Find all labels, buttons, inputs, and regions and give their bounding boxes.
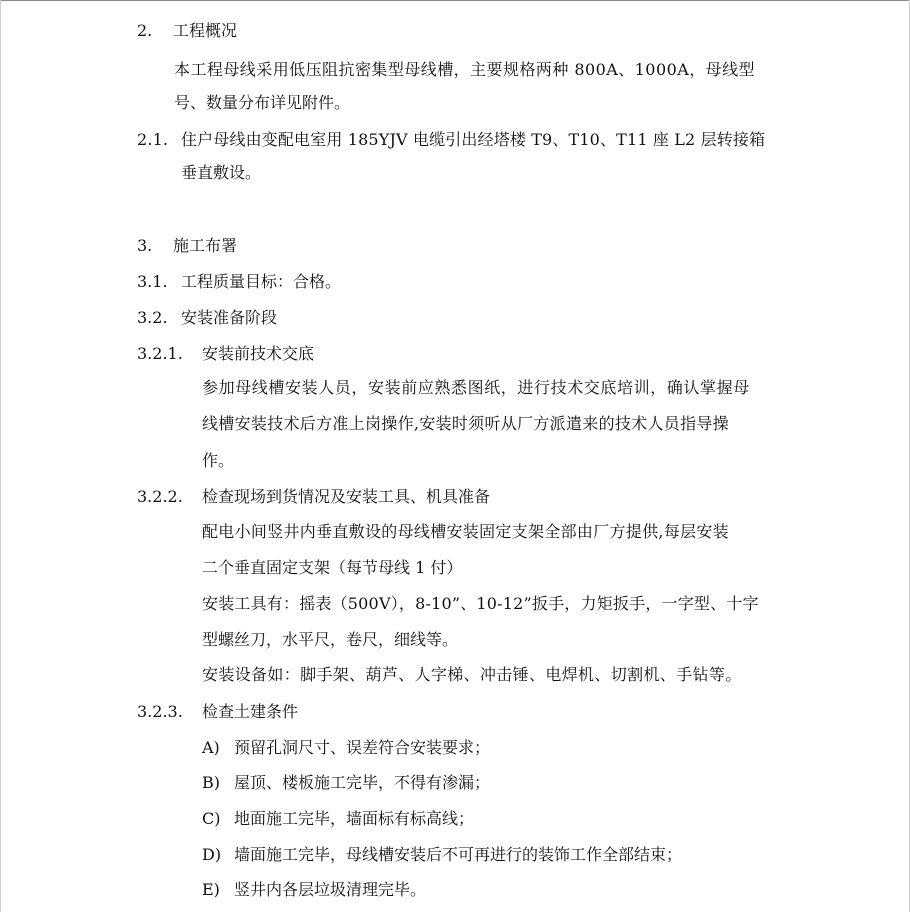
- section-number: 3.2.3.: [137, 702, 183, 721]
- section-title: 安装前技术交底: [202, 344, 315, 363]
- section-3-2-3-heading: [137, 702, 298, 722]
- list-item-label: E): [202, 880, 220, 899]
- list-item: [202, 880, 426, 900]
- list-item-label: C): [202, 809, 221, 828]
- section-number: 3.2.2.: [137, 487, 183, 506]
- list-item-text: 屋顶、楼板施工完毕，不得有渗漏；: [234, 773, 491, 792]
- section-3-2-1-paragraph-line: 参加母线槽安装人员，安装前应熟悉图纸，进行技术交底培训，确认掌握母: [202, 378, 750, 397]
- list-item: [202, 809, 474, 829]
- list-item-label: D): [202, 845, 222, 864]
- section-3-2-2-paragraph-line: 安装工具有：摇表（500V），8-10”、10-12”扳手，力矩扳手，一字型、十字: [202, 594, 759, 613]
- list-item-text: 地面施工完毕，墙面标有标高线；: [234, 809, 475, 828]
- section-number: 3.2.: [137, 308, 168, 327]
- list-item-text: 预留孔洞尺寸、误差符合安装要求；: [234, 738, 491, 757]
- section-3-2-heading: [137, 308, 277, 328]
- section-3-2-2-paragraph-line: 配电小间竖井内垂直敷设的母线槽安装固定支架全部由厂方提供,每层安装: [202, 522, 729, 541]
- list-item: [202, 773, 490, 793]
- section-title: 施工布署: [173, 236, 238, 255]
- section-number: 3.1.: [137, 272, 168, 291]
- section-2-paragraph-line: 本工程母线采用低压阻抗密集型母线槽，主要规格两种 800A、1000A，母线型: [174, 60, 756, 79]
- paragraph-line: 住户母线由变配电室用 185YJV 电缆引出经塔楼 T9、T10、T11 座 L2 层转接箱: [181, 130, 766, 149]
- section-3-2-1-paragraph-line: 线槽安装技术后方准上岗操作,安装时须听从厂方派遣来的技术人员指导操: [202, 414, 729, 433]
- list-item-label: B): [202, 773, 220, 792]
- section-3-heading: [137, 236, 237, 256]
- section-title: 检查土建条件: [202, 702, 299, 721]
- list-item: [202, 738, 490, 758]
- section-number: 3.: [137, 236, 153, 255]
- section-3-2-1-heading: [137, 344, 314, 364]
- section-3-2-2-heading: [137, 487, 490, 507]
- section-3-1-heading: [137, 272, 341, 292]
- section-title: 工程质量目标：合格。: [181, 272, 342, 291]
- section-number: 3.2.1.: [137, 344, 183, 363]
- section-number: 2.1.: [137, 130, 169, 149]
- section-number: 2.: [137, 21, 153, 40]
- section-title: 检查现场到货情况及安装工具、机具准备: [202, 487, 491, 506]
- section-2-1-paragraph-line: 垂直敷设。: [181, 163, 262, 182]
- section-title: 工程概况: [173, 21, 238, 40]
- section-title: 安装准备阶段: [181, 308, 278, 327]
- list-item: [202, 845, 682, 865]
- section-3-2-1-paragraph-line: 作。: [202, 451, 235, 470]
- section-2-1-paragraph: [137, 130, 765, 150]
- section-3-2-2-paragraph-line: 型螺丝刀，水平尺，卷尺，细线等。: [202, 630, 459, 649]
- section-3-2-2-paragraph-line: 安装设备如：脚手架、葫芦、人字梯、冲击锤、电焊机、切割机、手钻等。: [202, 665, 742, 684]
- section-2-heading: [137, 21, 237, 41]
- section-2-paragraph-line: 号、数量分布详见附件。: [174, 93, 351, 112]
- list-item-label: A): [202, 738, 220, 757]
- list-item-text: 竖井内各层垃圾清理完毕。: [234, 880, 427, 899]
- section-3-2-2-paragraph-line: 二个垂直固定支架（每节母线 1 付）: [202, 558, 463, 577]
- list-item-text: 墙面施工完毕，母线槽安装后不可再进行的装饰工作全部结束；: [234, 845, 683, 864]
